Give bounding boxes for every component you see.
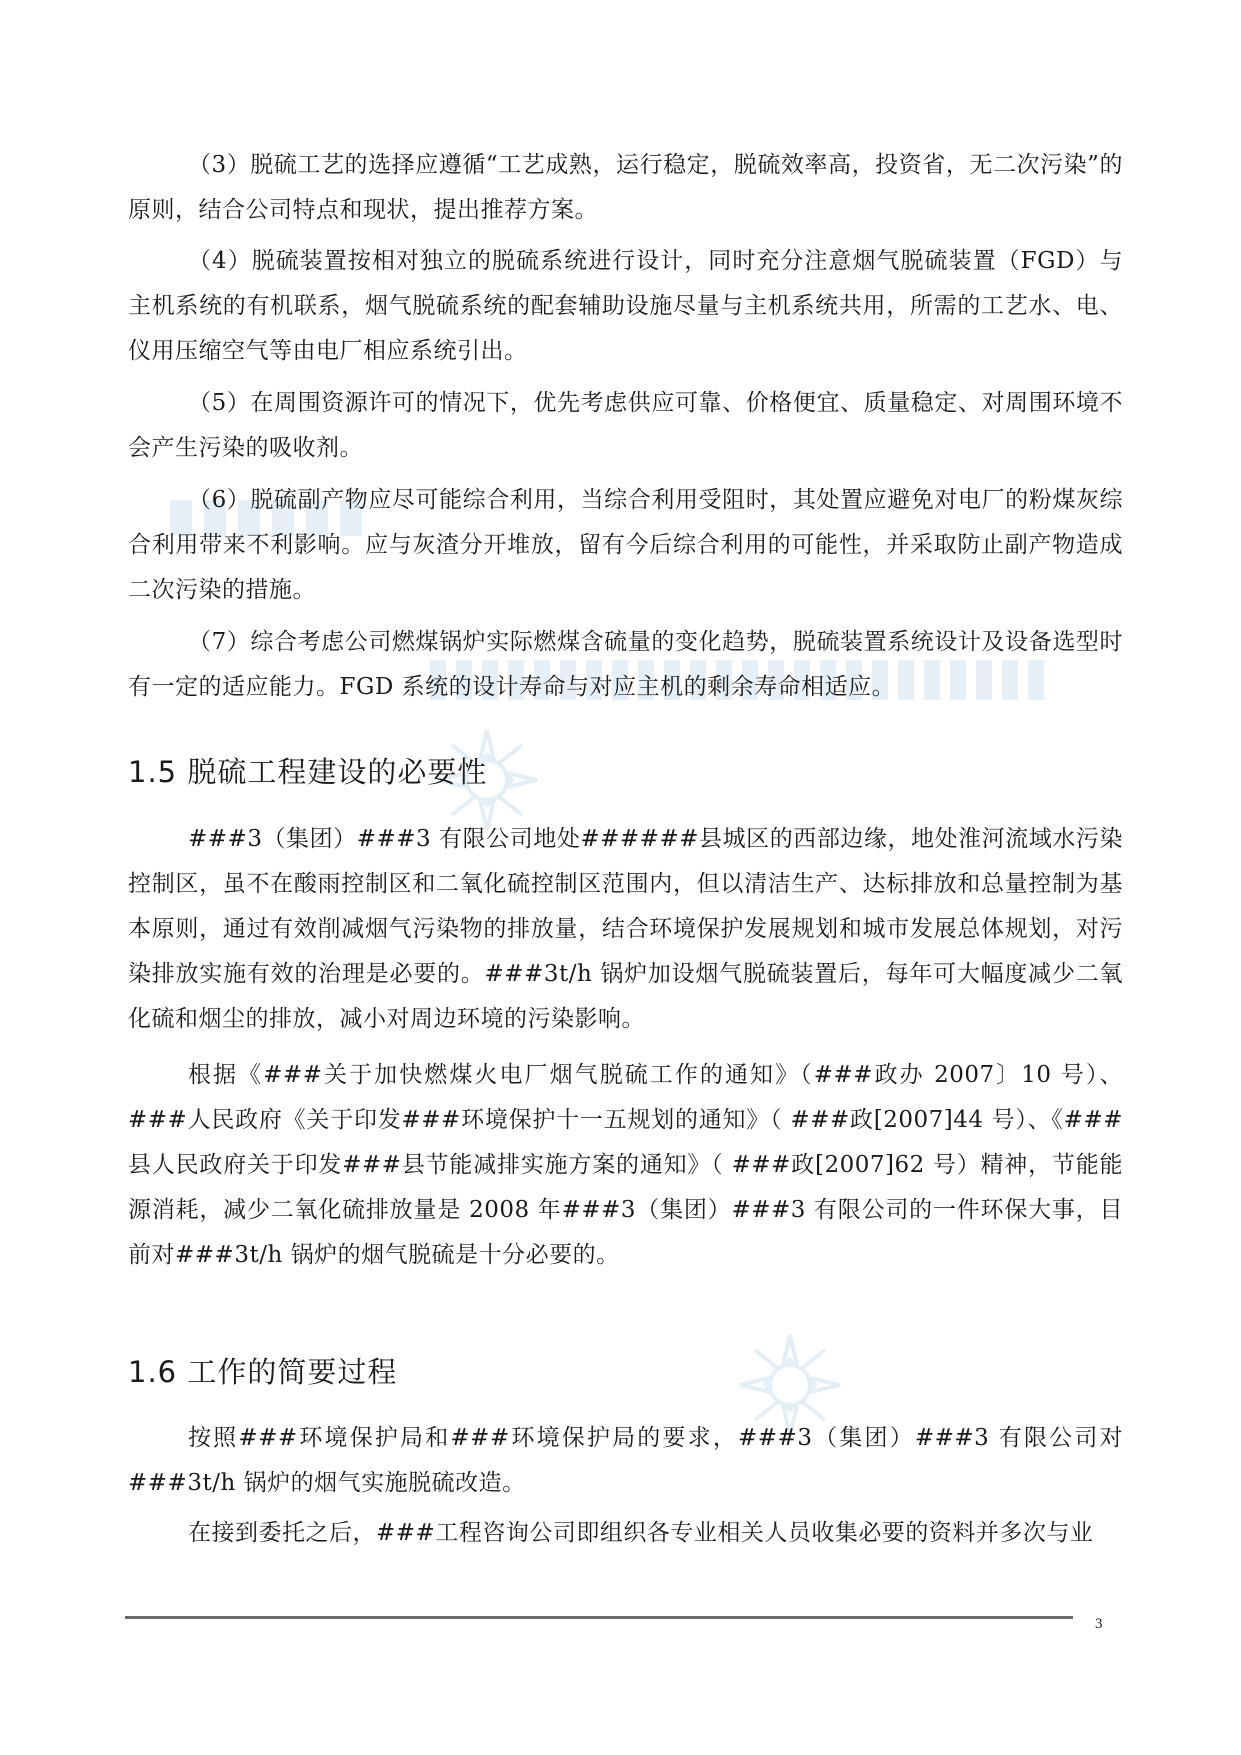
paragraph-item-3: （3）脱硫工艺的选择应遵循“工艺成熟，运行稳定，脱硫效率高，投资省，无二次污染”的原则，结合公司特点和现状，提出推荐方案。 (128, 152, 1123, 223)
section-heading-1-6: 1.6 工作的简要过程 (128, 1355, 398, 1389)
footer-divider (125, 1616, 1073, 1619)
section-1-5-paragraph-1: ###3（集团）###3 有限公司地处######县城区的西部边缘，地处淮河流域水污染控制区，虽不在酸雨控制区和二氧化硫控制区范围内，但以清洁生产、达标排放和总量控制为基本原则，通过有效削减烟气污染物的排放量，结合环境保护发展规划和城市发展总体规划，对污染排放实施有效的治理是必要的。###3t/h 锅炉加设烟气脱硫装置后，每年可大幅度减少二氧化硫和烟尘的排放，减小对周边环境的污染影响。 (128, 826, 1123, 1032)
page-number: 3 (1095, 1616, 1103, 1632)
paragraph-item-7: （7）综合考虑公司燃煤锅炉实际燃煤含硫量的变化趋势，脱硫装置系统设计及设备选型时有一定的适应能力。FGD 系统的设计寿命与对应主机的剩余寿命相适应。 (128, 629, 1123, 700)
section-1-5-paragraph-2: 根据《###关于加快燃煤火电厂烟气脱硫工作的通知》（###政办 2007〕10 号）、###人民政府《关于印发###环境保护十一五规划的通知》（ ###政[2007]44 号）、《###县人民政府关于印发###县节能减排实施方案的通知》（ ###政[2007]62 号）精神，节能能源消耗，减少二氧化硫排放量是 2008 年###3（集团）###3 有限公司的一件环保大事，目前对###3t/h 锅炉的烟气脱硫是十分必要的。 (128, 1062, 1123, 1268)
paragraph-item-4: （4）脱硫装置按相对独立的脱硫系统进行设计，同时充分注意烟气脱硫装置（FGD）与主机系统的有机联系，烟气脱硫系统的配套辅助设施尽量与主机系统共用，所需的工艺水、电、仪用压缩空气等由电厂相应系统引出。 (128, 248, 1123, 364)
section-heading-1-5: 1.5 脱硫工程建设的必要性 (128, 755, 488, 789)
section-1-6-paragraph-1: 按照###环境保护局和###环境保护局的要求，###3（集团）###3 有限公司对###3t/h 锅炉的烟气实施脱硫改造。 (128, 1425, 1123, 1496)
paragraph-item-6: （6）脱硫副产物应尽可能综合利用，当综合利用受阻时，其处置应避免对电厂的粉煤灰综合利用带来不利影响。应与灰渣分开堆放，留有今后综合利用的可能性，并采取防止副产物造成二次污染的措施。 (128, 487, 1123, 603)
section-1-6-paragraph-2: 在接到委托之后，###工程咨询公司即组织各专业相关人员收集必要的资料并多次与业 (188, 1520, 1094, 1546)
paragraph-item-5: （5）在周围资源许可的情况下，优先考虑供应可靠、价格便宜、质量稳定、对周围环境不会产生污染的吸收剂。 (128, 390, 1123, 461)
